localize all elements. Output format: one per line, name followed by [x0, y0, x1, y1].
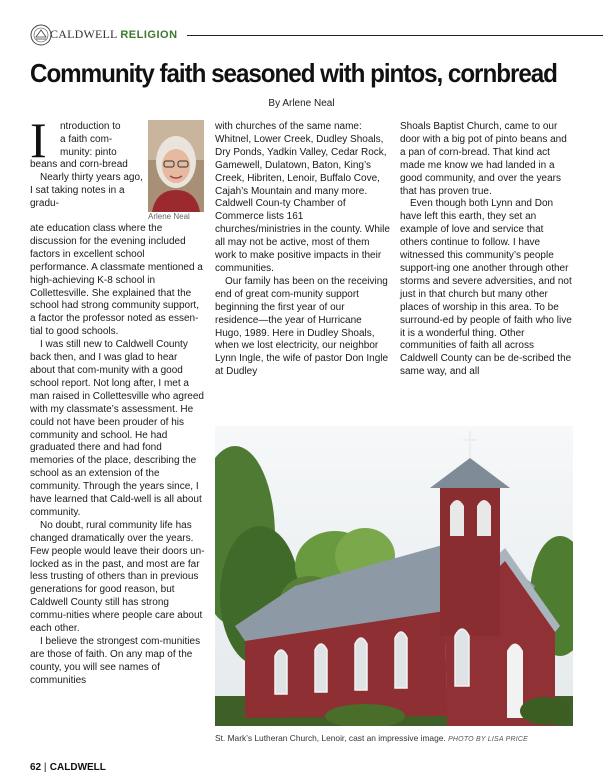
drop-cap: I [30, 112, 47, 168]
paragraph: Nearly thirty years ago, I sat taking notes in a gradu- [30, 171, 143, 209]
publication-name: CALDWELL [49, 762, 106, 773]
section-header [30, 24, 603, 48]
page-number: 62 [30, 762, 42, 773]
intro-line: munity: pinto [60, 146, 117, 158]
photo-credit: PHOTO BY LISA PRICE [448, 736, 528, 743]
paragraph: ate education class where the discussion for the evening included factors in excellent school performance. A classmate mentioned a high-achieving K-8 school in Collettesville. She explained that the school had strong community support, a factor the professor noted as essen-tial to good schools. [30, 223, 203, 338]
paragraph: with churches of the same name: Whitnel, Lower Creek, Dudley Shoals, Dry Ponds, Yadkin Valley, Cedar Rock, Gamewell, Dulatown, Baton, King’s Creek, Hibriten, Lenoir, Buffalo Cove, Cajah’s Mountain and many more. Caldwell Coun-ty Chamber of Commerce lists 161 churches/ministries in the county. While all may not be active, most of them work to make positive impacts in their communities. [215, 121, 390, 274]
page-footer [30, 762, 106, 773]
intro-line: ntroduction to [60, 121, 121, 132]
paragraph: Shoals Baptist Church, came to our door with a big pot of pinto beans and a pan of corn-bread. That kind act made me know we had landed in a good community, and over the years that has proven true. [400, 121, 567, 197]
section-name: RELIGION [120, 29, 178, 41]
author-portrait [148, 120, 204, 212]
paragraph: beans and corn-bread [30, 159, 128, 170]
column-1-top [30, 159, 145, 211]
footer-separator: | [43, 762, 48, 773]
portrait-caption: Arlene Neal [148, 212, 190, 221]
column-1-body [30, 223, 205, 688]
paragraph: No doubt, rural community life has changed dramatically over the years. Few people would leave their doors un-locked as in the past, and most are far less trusting of others than in previous generations for good reason, but Caldwell County still has strong commu-nities where people care about each other. [30, 519, 205, 635]
intro-line: a faith com- [60, 133, 113, 145]
column-3 [400, 121, 573, 379]
county-seal-icon [30, 24, 52, 46]
paragraph: Our family has been on the receiving end of great com-munity support beginning the first year of our residence—the year of Hurricane Hugo, 1989. Here in Dudley Shoals, when we lost electricity, our neighbor Lynn Ingle, the wife of pastor Don Ingle at Dudley [215, 275, 389, 378]
caption-text: St. Mark’s Lutheran Church, Lenoir, cast an impressive image. [215, 733, 446, 743]
column-1-intro [60, 121, 145, 160]
photo-caption [215, 733, 528, 743]
paragraph: Even though both Lynn and Don have left this earth, they set an example of love and service that others continue to follow. I have witnessed this community’s people support-ing one another through other storms and severe adversities, and not just in that church but many other places of worship in this area. To be surround-ed by people of faith who live it is a wonderful thing. Other communities of faith all across Caldwell County can be de-scribed the same way, and all [400, 198, 572, 378]
header-divider [187, 35, 603, 36]
paragraph: I was still new to Caldwell County back then, and I was glad to hear about that com-munity with a good school report. Not long after, I met a man raised in Collettesville who agreed with my classmate’s assessment. He could not have been prouder of his community and school. He had graduated there and had fond memories of the place, describing the school as an extension of the community. Through the years since, I have learned that Cald-well is all about community. [30, 339, 204, 518]
headline: Community faith seasoned with pintos, cornbread [30, 58, 557, 88]
brand-name: CALDWELL [50, 27, 118, 41]
column-2 [215, 121, 390, 379]
church-photo [215, 426, 573, 726]
paragraph: I believe the strongest com-munities are those of faith. On any map of the county, you will see names of communities [30, 636, 201, 686]
byline: By Arlene Neal [268, 98, 335, 109]
section-brand [50, 27, 178, 42]
